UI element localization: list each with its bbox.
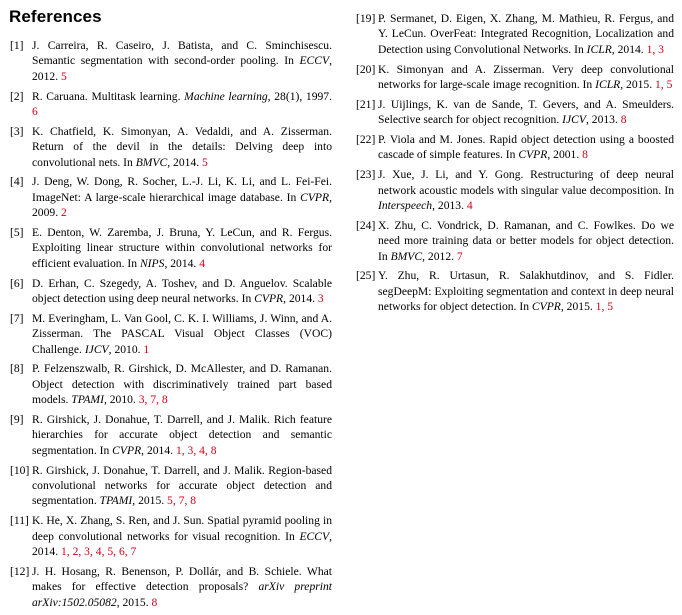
reference-entry [356, 97, 674, 128]
reference-year: , 2010. [108, 342, 144, 356]
reference-venue: CVPR [518, 148, 548, 162]
right-column [356, 11, 674, 319]
reference-year: , 2014. [141, 443, 176, 457]
reference-number: [8] [10, 362, 24, 376]
reference-backlink-pages[interactable]: 2 [60, 206, 67, 220]
reference-year: , 2001. [547, 148, 583, 162]
reference-authors-title: K. Chatfield, K. Simonyan, A. Vedaldi, and A. Zisserman. Return of the devil in the details: Delving deep into convolutional nets. In [32, 124, 332, 169]
reference-number: [5] [10, 226, 24, 240]
reference-entry [356, 11, 674, 57]
reference-entry [356, 218, 674, 264]
reference-authors-title: P. Felzenszwalb, R. Girshick, D. McAllester, and D. Ramanan. Object detection with discriminatively trained part based models. [32, 362, 332, 407]
left-column [10, 38, 332, 615]
reference-backlink-pages[interactable]: 5, 7, 8 [167, 494, 197, 508]
reference-year: , 2014. [283, 292, 318, 306]
reference-number: [23] [356, 168, 376, 182]
reference-number: [2] [10, 89, 24, 103]
reference-year: , 2010. [103, 393, 139, 407]
reference-backlink-pages[interactable]: 1, 5 [595, 300, 614, 314]
reference-number: [7] [10, 311, 24, 325]
reference-number: [1] [10, 39, 24, 52]
reference-year: , 2014. [611, 42, 647, 56]
reference-year: , 2013. [432, 199, 467, 213]
reference-venue: BMVC [390, 249, 423, 263]
reference-backlink-pages[interactable]: 1, 2, 3, 4, 5, 6, 7 [60, 545, 137, 559]
reference-venue: CVPR [300, 190, 330, 204]
reference-venue: arXiv preprint arXiv:1502.05082 [32, 580, 332, 609]
reference-authors-title: J. H. Hosang, R. Benenson, P. Dollár, and B. Schiele. What makes for effective detection proposals? [32, 564, 332, 594]
reference-backlink-pages[interactable]: 3, 7, 8 [138, 393, 168, 407]
reference-year: , 2015. [620, 78, 655, 92]
reference-entry [356, 132, 674, 163]
reference-entry [356, 167, 674, 213]
reference-authors-title: P. Sermanet, D. Eigen, X. Zhang, M. Mathieu, R. Fergus, and Y. LeCun. OverFeat: Integrated Recognition, Localization and Detection using Convolutional Networks. In [378, 12, 674, 56]
reference-year: , 2014. [32, 529, 332, 559]
reference-authors-title: M. Everingham, L. Van Gool, C. K. I. Williams, J. Winn, and A. Zisserman. The PASCAL Visual Object Classes (VOC) Challenge. [32, 311, 332, 356]
reference-entry [356, 62, 674, 93]
reference-authors-title: E. Denton, W. Zaremba, J. Bruna, Y. LeCun, and R. Fergus. Exploiting linear structure within convolutional networks for efficient evaluation. In [32, 226, 332, 270]
reference-authors-title: R. Girshick, J. Donahue, T. Darrell, and J. Malik. Rich feature hierarchies for accurate object detection and semantic segmentation. In [32, 413, 332, 457]
reference-venue: BMVC [135, 155, 168, 169]
reference-entry [10, 361, 332, 407]
reference-authors-title: J. Deng, W. Dong, R. Socher, L.-J. Li, K. Li, and L. Fei-Fei. ImageNet: A large-scale hierarchical image database. In [32, 175, 332, 204]
reference-entry [10, 463, 332, 509]
reference-entry [10, 513, 332, 559]
reference-backlink-pages[interactable]: 1, 3, 4, 8 [175, 443, 217, 457]
reference-entry [10, 225, 332, 271]
reference-backlink-pages[interactable]: 4 [466, 199, 473, 213]
references-heading: References [9, 7, 102, 26]
reference-authors-title: K. He, X. Zhang, S. Ren, and J. Sun. Spatial pyramid pooling in deep convolutional networks for visual recognition. In [32, 514, 332, 543]
reference-venue: NIPS [139, 256, 165, 270]
reference-backlink-pages[interactable]: 1 [143, 342, 150, 356]
reference-venue: TPAMI [71, 393, 104, 407]
reference-authors-title: R. Girshick, J. Donahue, T. Darrell, and J. Malik. Region-based convolutional networks for accurate object detection and segmentation. [32, 463, 332, 508]
reference-venue: ICLR [586, 42, 612, 56]
reference-backlink-pages[interactable]: 8 [151, 595, 158, 609]
reference-backlink-pages[interactable]: 5 [60, 69, 67, 83]
reference-authors-title: J. Uijlings, K. van de Sande, T. Gevers, and A. Smeulders. Selective search for object recognition. [378, 97, 674, 127]
reference-authors-title: D. Erhan, C. Szegedy, A. Toshev, and D. Anguelov. Scalable object detection using deep neural networks. In [32, 276, 332, 306]
reference-backlink-pages[interactable]: 4 [199, 256, 206, 270]
reference-entry [10, 276, 332, 307]
reference-number: [20] [356, 62, 376, 76]
reference-entry [10, 564, 332, 610]
reference-authors-title: X. Zhu, C. Vondrick, D. Ramanan, and C. Fowlkes. Do we need more training data or better models for object detection. In [378, 218, 674, 263]
reference-authors-title: Y. Zhu, R. Urtasun, R. Salakhutdinov, and S. Fidler. segDeepM: Exploiting segmentation and context in deep neural networks for object detection. In [378, 269, 674, 314]
reference-number: [25] [356, 269, 376, 283]
reference-number: [6] [10, 276, 24, 290]
reference-number: [3] [10, 124, 24, 138]
reference-year: , 2012. [422, 249, 457, 263]
reference-authors-title: R. Caruana. Multitask learning. [32, 89, 185, 103]
reference-year: , 2013. [585, 113, 621, 127]
reference-number: [10] [10, 463, 30, 477]
reference-year: , 28(1), 1997. [267, 89, 332, 103]
reference-venue: CVPR [112, 443, 142, 457]
reference-venue: ECCV [299, 529, 330, 543]
reference-backlink-pages[interactable]: 6 [32, 105, 38, 119]
reference-number: [12] [10, 564, 30, 578]
reference-year: , 2009. [32, 190, 332, 220]
reference-venue: Interspeech [378, 199, 433, 213]
reference-year: , 2014. [167, 155, 203, 169]
reference-authors-title: P. Viola and M. Jones. Rapid object detection using a boosted cascade of simple features. In [378, 133, 674, 162]
reference-number: [4] [10, 175, 24, 189]
reference-entry [10, 89, 332, 120]
reference-venue: ICLR [595, 78, 621, 92]
reference-number: [24] [356, 218, 376, 232]
reference-entry [10, 124, 332, 170]
reference-venue: CVPR [254, 292, 284, 306]
reference-backlink-pages[interactable]: 5 [202, 155, 208, 169]
reference-year: , 2015. [116, 595, 152, 609]
reference-entry [356, 268, 674, 314]
reference-entry [10, 311, 332, 357]
reference-authors-title: K. Simonyan and A. Zisserman. Very deep convolutional networks for large-scale image recognition. In [378, 62, 674, 92]
reference-venue: CVPR [531, 300, 561, 314]
reference-entry [10, 38, 332, 84]
reference-authors-title: J. Xue, J. Li, and Y. Gong. Restructuring of deep neural network acoustic models with singular value decomposition. In [378, 168, 674, 197]
reference-backlink-pages[interactable]: 1, 3 [646, 42, 664, 56]
reference-backlink-pages[interactable]: 1, 5 [655, 78, 673, 92]
reference-authors-title: J. Carreira, R. Caseiro, J. Batista, and C. Sminchisescu. Semantic segmentation with second-order pooling. In [32, 39, 332, 68]
reference-number: [22] [356, 133, 376, 147]
reference-backlink-pages[interactable]: 3 [317, 292, 324, 306]
reference-venue: ECCV [299, 54, 330, 68]
reference-venue: Machine learning [184, 89, 268, 103]
reference-venue: IJCV [562, 113, 586, 127]
reference-number: [11] [10, 514, 29, 528]
reference-year: , 2015. [132, 494, 168, 508]
reference-number: [9] [10, 413, 24, 427]
reference-number: [19] [356, 12, 376, 25]
reference-entry [10, 412, 332, 458]
reference-venue: IJCV [84, 342, 109, 356]
reference-year: , 2012. [32, 54, 332, 83]
reference-backlink-pages[interactable]: 7 [456, 249, 463, 263]
reference-year: , 2014. [164, 256, 200, 270]
reference-backlink-pages[interactable]: 8 [620, 113, 627, 127]
reference-entry [10, 174, 332, 220]
reference-number: [21] [356, 97, 376, 111]
reference-venue: TPAMI [99, 494, 133, 508]
reference-backlink-pages[interactable]: 8 [582, 148, 588, 162]
reference-year: , 2015. [560, 300, 596, 314]
